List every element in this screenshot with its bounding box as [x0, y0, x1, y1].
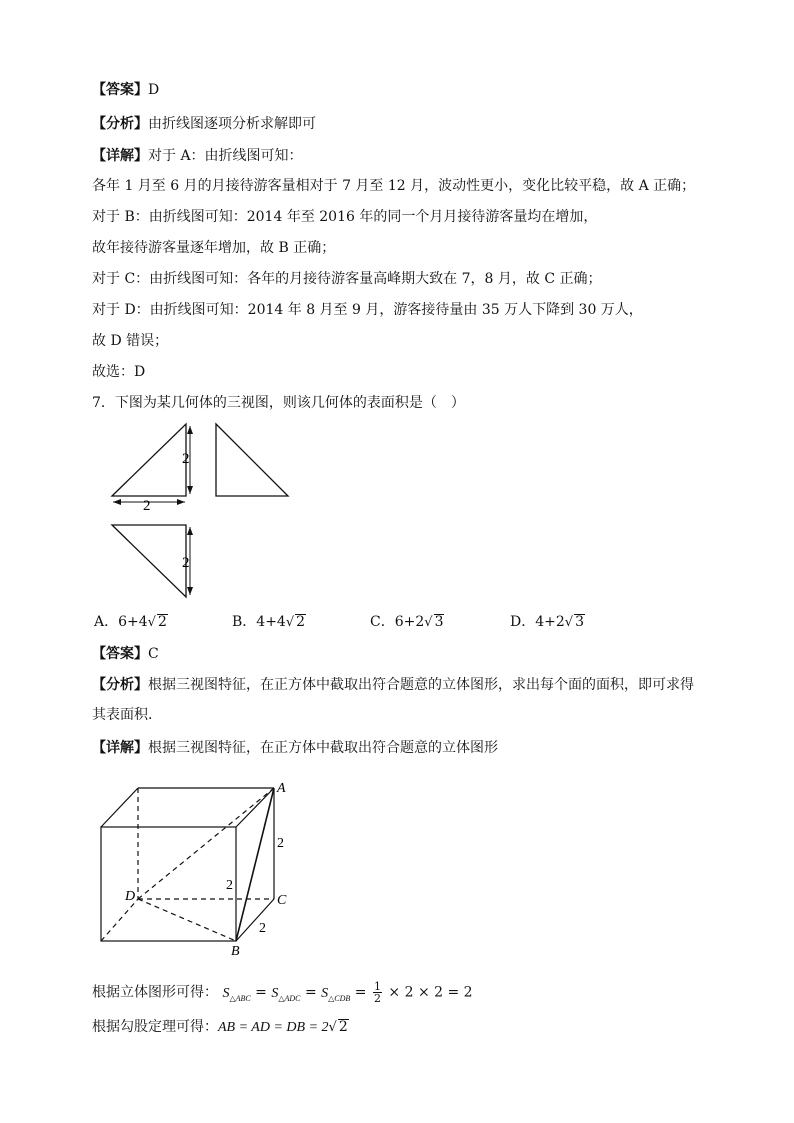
option-d-label: D．	[510, 614, 536, 630]
option-a-value: 6+4	[118, 614, 148, 630]
analysis-text: 由折线图逐项分析求解即可	[148, 116, 316, 132]
formula-line-2: 根据勾股定理可得：AB = AD = DB = 2√ 2	[92, 1019, 348, 1035]
option-c-label: C．	[370, 614, 395, 630]
detail-tag: 【详解】	[92, 148, 148, 164]
option-a-radicand: 2	[157, 614, 167, 630]
vertex-a-label: A	[277, 781, 286, 796]
option-d-value: 4+2	[535, 614, 565, 630]
option-b-value: 4+4	[256, 614, 286, 630]
option-a[interactable]: A．6+4√ 2	[94, 614, 167, 630]
formula-1-prefix: 根据立体图形可得：	[92, 984, 218, 1001]
side-view-triangle	[216, 424, 288, 496]
edge-ac-label: 2	[277, 836, 284, 851]
front-height-label: 2	[182, 451, 190, 467]
edge-bc-label: 2	[259, 921, 266, 936]
option-c-value: 6+2	[394, 614, 425, 630]
formula-2-radicand: 2	[338, 1019, 348, 1035]
detail-text: 对于 A：由折线图可知：	[148, 148, 303, 164]
formula-line-1	[92, 981, 473, 1008]
formula-1-tail: × 2 × 2 = 2	[388, 984, 473, 1001]
top-height-label: 2	[182, 555, 190, 571]
vertex-d-label: D	[125, 889, 136, 904]
option-b-radicand: 2	[296, 614, 306, 630]
detail-text: 根据三视图特征，在正方体中截取出符合题意的立体图形	[148, 740, 498, 756]
equals-2: =	[304, 984, 317, 1001]
detail-tag: 【详解】	[92, 740, 148, 756]
option-d[interactable]: D．4+2√ 3	[510, 614, 584, 630]
detail-line-5: 对于 C：由折线图可知：各年的月接待游客量高峰期大致在 7，8 月，故 C 正确；	[92, 271, 602, 287]
analysis-text: 根据三视图特征，在正方体中截取出符合题意的立体图形，求出每个面的面积，即可求得	[148, 677, 694, 693]
detail-line-4: 故年接待游客量逐年增加，故 B 正确；	[92, 240, 336, 256]
answer-value: D	[148, 82, 160, 98]
question-7-stem: 7．下图为某几何体的三视图，则该几何体的表面积是（ ）	[92, 395, 465, 411]
formula-2-prefix: 根据勾股定理可得：	[92, 1019, 218, 1035]
option-c-radicand: 3	[434, 614, 444, 630]
detail-line-7: 故 D 错误；	[92, 333, 169, 349]
vertex-c-label: C	[277, 893, 287, 908]
detail-line-2-1	[92, 738, 498, 758]
area-abc: $S_{\triangle ABC}$	[222, 985, 251, 1003]
detail-line-6: 对于 D：由折线图可知：2014 年 8 月至 9 月，游客接待量由 35 万人下降到 30 万人，	[92, 302, 643, 318]
detail-line-2: 各年 1 月至 6 月的月接待游客量相对于 7 月至 12 月，波动性更小，变化比较平稳，故 A 正确；	[92, 178, 696, 194]
answer-tag: 【答案】	[92, 82, 148, 98]
analysis-line-2b: 其表面积.	[92, 707, 153, 723]
front-view-triangle	[112, 424, 186, 496]
front-width-label: 2	[143, 498, 151, 514]
answer-value: C	[148, 646, 159, 662]
equals-3: =	[354, 984, 367, 1001]
area-cdb: $S_{\triangle CDB}$	[321, 985, 351, 1003]
formula-2-expr: AB = AD = DB = 2	[218, 1020, 329, 1035]
analysis-line-2	[92, 675, 694, 695]
answer-tag: 【答案】	[92, 646, 148, 662]
fraction-half: $\frac{1}{2}$	[373, 980, 381, 1005]
vertex-b-label: B	[231, 944, 240, 959]
option-c[interactable]: C．6+2√ 3	[370, 614, 444, 630]
answer-line-2	[92, 644, 159, 664]
equals-1: =	[255, 984, 267, 1001]
option-d-radicand: 3	[575, 614, 584, 630]
area-adc: $S_{\triangle ADC}$	[271, 985, 301, 1003]
cube-diagram	[101, 788, 274, 941]
option-b-label: B．	[232, 614, 257, 630]
analysis-tag: 【分析】	[92, 116, 148, 132]
analysis-tag: 【分析】	[92, 677, 148, 693]
option-a-label: A．	[94, 614, 119, 630]
top-view-triangle	[112, 525, 186, 597]
detail-line-3: 对于 B：由折线图可知：2014 年至 2016 年的同一个月月接待游客量均在增加，	[92, 209, 598, 225]
option-b[interactable]: B．4+4√ 2	[232, 614, 306, 630]
detail-line-8: 故选：D	[92, 364, 146, 380]
edge-bd-label: 2	[226, 878, 233, 893]
